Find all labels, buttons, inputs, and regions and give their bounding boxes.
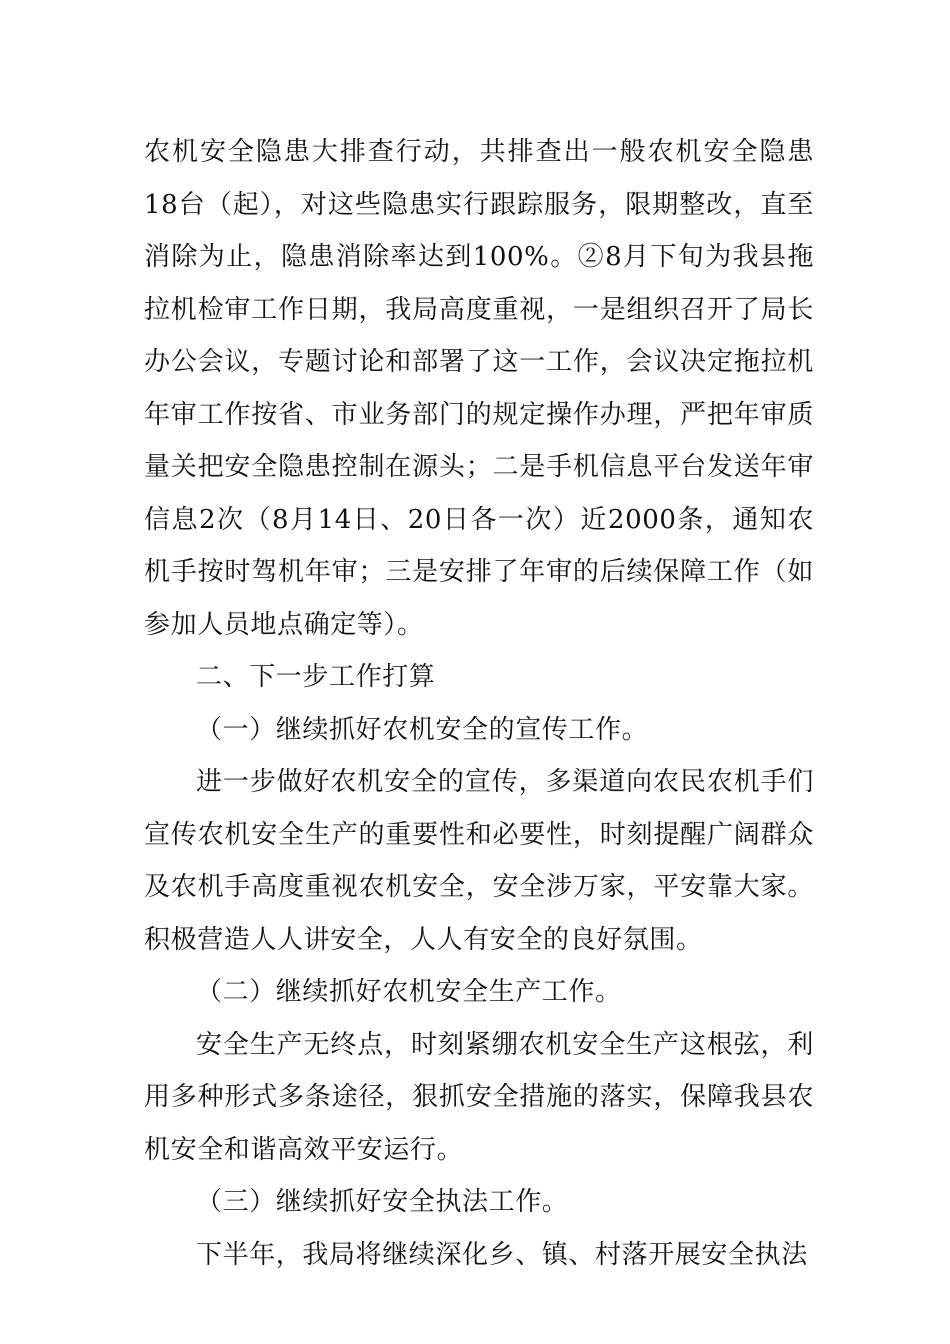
paragraph-law-enforcement: 下半年，我局将继续深化乡、镇、村落开展安全执法 (196, 1239, 808, 1270)
document-body (144, 126, 814, 1281)
subheading-law-enforcement: （三）继续抓好安全执法工作。 (196, 1187, 569, 1217)
subheading-safety-publicity: （一）继续抓好农机安全的宣传工作。 (196, 714, 649, 745)
paragraph-continued-inspection: 农机安全隐患大排查行动，共排查出一般农机安全隐患18台（起），对这些隐患实行跟踪服务，限期整改，直至消除为止，隐患消除率达到100%。②8月下旬为我县拖拉机检审工作日期，我局高度重视，一是组织召开了局长办公会议，专题讨论和部署了这一工作，会议决定拖拉机年审工作按省、市业务部门的规定操作办理，严把年审质量关把安全隐患控制在源头；二是手机信息平台发送年审信息2次（8月14日、20日各一次）近2000条，通知农机手按时驾机年审；三是安排了年审的后续保障工作（如参加人员地点确定等）。 (144, 137, 814, 640)
paragraph-safety-publicity: 进一步做好农机安全的宣传，多渠道向农民农机手们宣传农机安全生产的重要性和必要性，时刻提醒广阔群众及农机手高度重视农机安全，安全涉万家，平安靠大家。积极营造人人讲安全，人人有安全的良好氛围。 (144, 767, 814, 955)
section-heading-next-steps: 二、下一步工作打算 (196, 662, 436, 692)
paragraph-safety-production: 安全生产无终点，时刻紧绷农机安全生产这根弦，利用多种形式多条途径，狠抓安全措施的落实，保障我县农机安全和谐高效平安运行。 (144, 1029, 814, 1165)
subheading-safety-production: （二）继续抓好农机安全生产工作。 (196, 977, 622, 1007)
